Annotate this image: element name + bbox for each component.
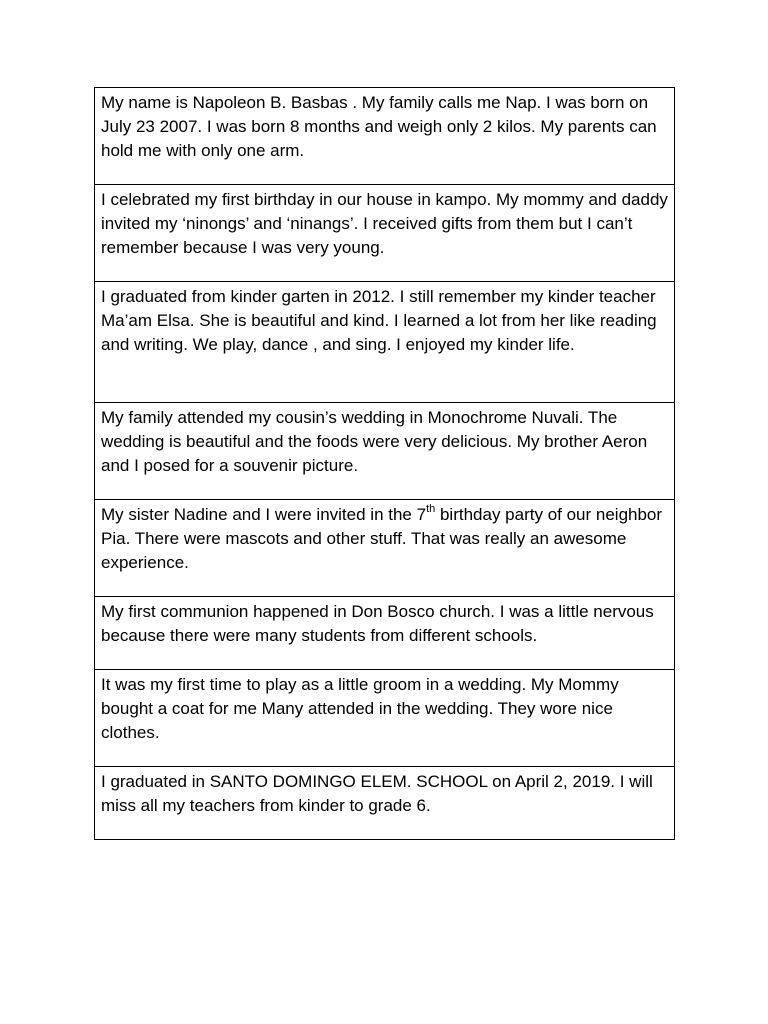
table-row	[95, 597, 675, 670]
table-cell	[95, 185, 675, 282]
entry-text: I graduated in SANTO DOMINGO ELEM. SCHOOL on April 2, 2019. I will miss all my teachers from kinder to grade 6.	[101, 772, 653, 815]
table-cell	[95, 670, 675, 767]
table-cell	[95, 282, 675, 403]
table-row	[95, 88, 675, 185]
entry-text: My name is Napoleon B. Basbas . My family calls me Nap. I was born on July 23 2007. I was born 8 months and weigh only 2 kilos. My parents can hold me with only one arm.	[101, 93, 657, 160]
table-row	[95, 403, 675, 500]
entry-text: I graduated from kinder garten in 2012. I still remember my kinder teacher Ma’am Elsa. She is beautiful and kind. I learned a lot from her like reading and writing. We play, dance , and sing. I enjoyed my kinder life.	[101, 287, 657, 354]
table-row	[95, 767, 675, 840]
ordinal-superscript: th	[426, 503, 436, 516]
table-cell	[95, 597, 675, 670]
entry-text: It was my first time to play as a little groom in a wedding. My Mommy bought a coat for me Many attended in the wedding. They wore nice clothes.	[101, 675, 619, 742]
table-row	[95, 670, 675, 767]
table-cell	[95, 403, 675, 500]
entry-text	[101, 503, 668, 575]
entry-text: I celebrated my first birthday in our house in kampo. My mommy and daddy invited my ‘ninongs’ and ‘ninangs’. I received gifts from them but I can’t remember because I was very young.	[101, 190, 668, 257]
table-row	[95, 185, 675, 282]
entry-text: My family attended my cousin’s wedding in Monochrome Nuvali. The wedding is beautiful and the foods were very delicious. My brother Aeron and I posed for a souvenir picture.	[101, 408, 648, 475]
entry-text-after: birthday party of our neighbor Pia. There were mascots and other stuff. That was really an awesome experience.	[101, 505, 663, 572]
table-cell	[95, 88, 675, 185]
entry-text-before: My sister Nadine and I were invited in the 7	[101, 505, 427, 524]
table-row	[95, 282, 675, 403]
life-events-table	[94, 87, 675, 840]
table-row	[95, 500, 675, 597]
table-cell	[95, 500, 675, 597]
entry-text: My first communion happened in Don Bosco church. I was a little nervous because there were many students from different schools.	[101, 602, 654, 645]
table-cell	[95, 767, 675, 840]
